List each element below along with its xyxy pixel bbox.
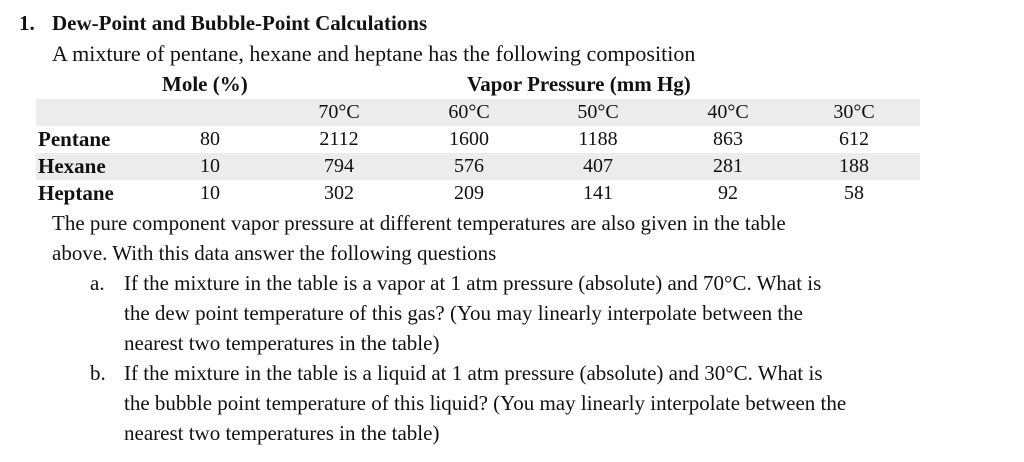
pressure-value: 1188 <box>578 128 618 150</box>
pressure-value: 794 <box>324 155 354 177</box>
pressure-value: 209 <box>454 182 484 204</box>
pressure-value: 302 <box>324 182 354 204</box>
question-line: nearest two temperatures in the table) <box>124 331 440 355</box>
problem-heading <box>19 8 427 38</box>
pressure-value: 863 <box>713 128 743 150</box>
pressure-value: 188 <box>839 155 869 177</box>
pressure-value: 612 <box>839 128 869 150</box>
mole-header: Mole (%) <box>162 72 248 96</box>
component-name: Hexane <box>38 154 106 178</box>
note-line: above. With this data answer the following questions <box>52 241 497 265</box>
pressure-value: 576 <box>454 155 484 177</box>
question-line: the bubble point temperature of this liquid? (You may linearly interpolate between the <box>124 391 847 415</box>
temp-col-50: 50°C <box>577 101 619 123</box>
temp-col-40: 40°C <box>707 101 749 123</box>
pressure-value: 92 <box>718 182 738 204</box>
mole-value: 80 <box>200 128 220 150</box>
mole-value: 10 <box>200 182 220 204</box>
question-line: If the mixture in the table is a liquid at 1 atm pressure (absolute) and 30°C. What is <box>124 361 823 385</box>
vapor-pressure-header: Vapor Pressure (mm Hg) <box>467 72 691 96</box>
temp-col-60: 60°C <box>448 101 490 123</box>
question-label: b. <box>90 361 106 385</box>
pressure-value: 407 <box>583 155 613 177</box>
problem-intro: A mixture of pentane, hexane and heptane has the following composition <box>52 41 696 66</box>
component-name: Pentane <box>38 127 111 151</box>
mole-value: 10 <box>200 155 220 177</box>
component-name: Heptane <box>38 181 114 205</box>
question-line: If the mixture in the table is a vapor at 1 atm pressure (absolute) and 70°C. What is <box>124 271 822 295</box>
temp-col-70: 70°C <box>318 101 360 123</box>
pressure-value: 141 <box>583 182 613 204</box>
note-line: The pure component vapor pressure at different temperatures are also given in the table <box>52 211 786 235</box>
pressure-value: 281 <box>713 155 743 177</box>
question-label: a. <box>90 271 105 295</box>
question-line: nearest two temperatures in the table) <box>124 421 440 445</box>
pressure-value: 2112 <box>319 128 359 150</box>
temp-col-30: 30°C <box>833 101 875 123</box>
question-line: the dew point temperature of this gas? (You may linearly interpolate between the <box>124 301 803 325</box>
pressure-value: 58 <box>844 182 864 204</box>
problem-title: Dew-Point and Bubble-Point Calculations <box>52 11 428 35</box>
pressure-value: 1600 <box>449 128 489 150</box>
problem-number: 1. <box>19 11 35 35</box>
